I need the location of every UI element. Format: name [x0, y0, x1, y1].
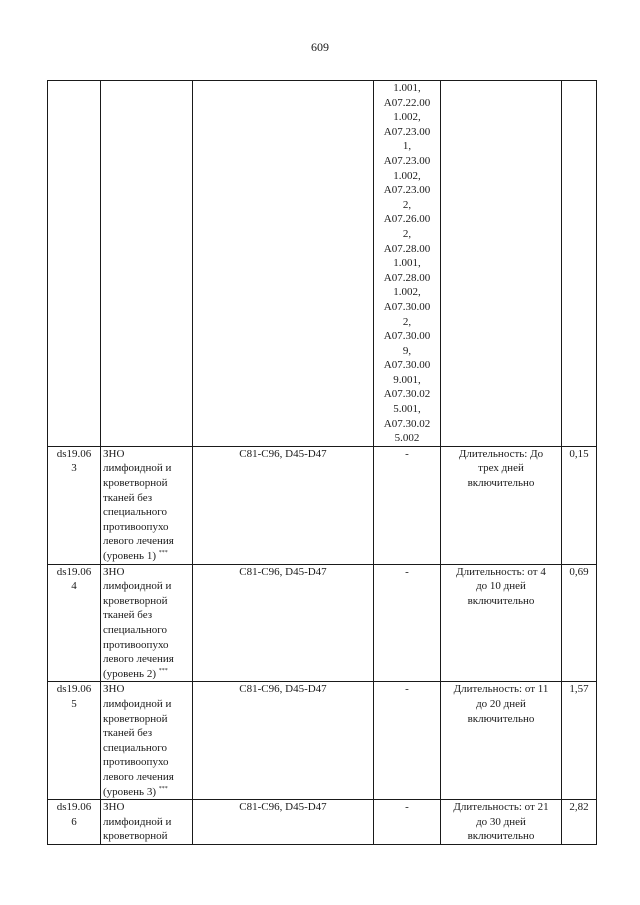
- service-code-line: A07.30.00: [383, 300, 431, 313]
- row-code-part: ds19.06: [56, 565, 92, 578]
- service-code-line: 1.002,: [393, 286, 421, 299]
- row-code-part: ds19.06: [56, 447, 92, 460]
- cell-icd: [193, 81, 374, 447]
- cell-icd: C81-C96, D45-D47: [193, 800, 374, 845]
- row-code-part: 4: [71, 580, 77, 593]
- cell-criteria: Длительность: До трех дней включительно: [441, 446, 562, 564]
- cell-coefficient: 0,15: [562, 446, 597, 564]
- cell-service-codes: [374, 81, 441, 447]
- table-row: [48, 682, 597, 800]
- service-code-line: A07.28.00: [383, 242, 431, 255]
- row-code-part: 5: [71, 697, 77, 710]
- table-row: [48, 800, 597, 845]
- table-row: [48, 446, 597, 564]
- name-line: левого лечения: [103, 770, 174, 783]
- service-code-line: 5.001,: [393, 403, 421, 416]
- cell-icd: C81-C96, D45-D47: [193, 446, 374, 564]
- cell-name: [101, 564, 193, 682]
- cell-service-codes: -: [374, 682, 441, 800]
- cell-service-codes: -: [374, 564, 441, 682]
- cell-icd: C81-C96, D45-D47: [193, 682, 374, 800]
- name-line: противоопухо: [103, 638, 169, 651]
- service-code-line: A07.28.00: [383, 271, 431, 284]
- name-line: кроветворной: [103, 477, 168, 490]
- name-line: левого лечения: [103, 535, 174, 548]
- name-line: лимфоидной и: [103, 697, 172, 710]
- cell-coefficient: 1,57: [562, 682, 597, 800]
- service-code-line: 5.002: [394, 432, 420, 445]
- footnote-mark: ***: [158, 667, 168, 674]
- service-code-line: A07.23.00: [383, 125, 431, 138]
- service-code-line: 2,: [402, 227, 412, 240]
- table-row: [48, 564, 597, 682]
- name-line: ЗНО: [103, 565, 125, 578]
- service-code-line: A07.30.02: [383, 417, 431, 430]
- cell-name: [101, 81, 193, 447]
- name-line: ЗНО: [103, 447, 125, 460]
- cell-name: [101, 682, 193, 800]
- name-line: лимфоидной и: [103, 580, 172, 593]
- service-code-line: 9,: [402, 344, 412, 357]
- row-code-part: ds19.06: [56, 683, 92, 696]
- name-line: специального: [103, 506, 168, 519]
- page-number: 609: [311, 40, 329, 54]
- footnote-mark: ***: [158, 785, 168, 792]
- name-line: лимфоидной и: [103, 462, 172, 475]
- cell-service-codes: -: [374, 446, 441, 564]
- row-code-part: ds19.06: [56, 801, 92, 814]
- name-line: левого лечения: [103, 653, 174, 666]
- cell-code: [48, 564, 101, 682]
- service-code-line: 1.001,: [393, 257, 421, 270]
- name-line: специального: [103, 741, 168, 754]
- row-code-part: 6: [71, 815, 77, 828]
- cell-criteria: [441, 81, 562, 447]
- name-line: ЗНО: [103, 683, 125, 696]
- service-code-line: A07.26.00: [383, 213, 431, 226]
- cell-criteria: Длительность: от 21 до 30 дней включительно: [441, 800, 562, 845]
- cell-criteria: Длительность: от 11 до 20 дней включительно: [441, 682, 562, 800]
- name-line: тканей без: [103, 727, 153, 740]
- cell-name: [101, 800, 193, 845]
- service-code-line: A07.23.00: [383, 154, 431, 167]
- cell-criteria: Длительность: от 4 до 10 дней включительно: [441, 564, 562, 682]
- cell-code: [48, 682, 101, 800]
- name-level: [103, 667, 190, 682]
- cell-code: [48, 81, 101, 447]
- name-level-text: (уровень 1): [103, 550, 156, 562]
- cell-icd: C81-C96, D45-D47: [193, 564, 374, 682]
- service-code-line: A07.22.00: [383, 96, 431, 109]
- service-code-line: A07.23.00: [383, 184, 431, 197]
- footnote-mark: ***: [158, 550, 168, 556]
- cell-coefficient: 2,82: [562, 800, 597, 845]
- service-code-line: A07.30.02: [383, 388, 431, 401]
- name-line: лимфоидной и: [103, 815, 172, 828]
- name-level-text: (уровень 2): [103, 667, 156, 680]
- name-line: тканей без: [103, 609, 153, 622]
- name-level: [103, 549, 190, 564]
- service-code-line: 9.001,: [393, 373, 421, 386]
- tariff-table: [47, 80, 597, 845]
- service-code-line: 2,: [402, 198, 412, 211]
- name-line: кроветворной: [103, 594, 168, 607]
- row-code-part: 3: [71, 462, 77, 475]
- cell-service-codes: -: [374, 800, 441, 845]
- name-line: противоопухо: [103, 520, 169, 533]
- service-code-line: A07.30.00: [383, 330, 431, 343]
- cell-code: [48, 800, 101, 845]
- cell-coefficient: [562, 81, 597, 447]
- cell-coefficient: 0,69: [562, 564, 597, 682]
- name-line: тканей без: [103, 491, 153, 504]
- name-level-text: (уровень 3): [103, 785, 156, 798]
- service-code-line: 1.001,: [393, 82, 421, 94]
- cell-name: [101, 446, 193, 564]
- name-level: [103, 785, 190, 800]
- service-code-line: 1,: [402, 140, 412, 153]
- name-line: противоопухо: [103, 756, 169, 769]
- name-line: ЗНО: [103, 801, 125, 814]
- service-code-line: 1.002,: [393, 169, 421, 182]
- service-code-line: 2,: [402, 315, 412, 328]
- name-line: кроветворной: [103, 830, 168, 843]
- cell-code: [48, 446, 101, 564]
- service-code-line: A07.30.00: [383, 359, 431, 372]
- table-row-continuation: [48, 81, 597, 447]
- service-code-line: 1.002,: [393, 111, 421, 124]
- name-line: специального: [103, 623, 168, 636]
- name-line: кроветворной: [103, 712, 168, 725]
